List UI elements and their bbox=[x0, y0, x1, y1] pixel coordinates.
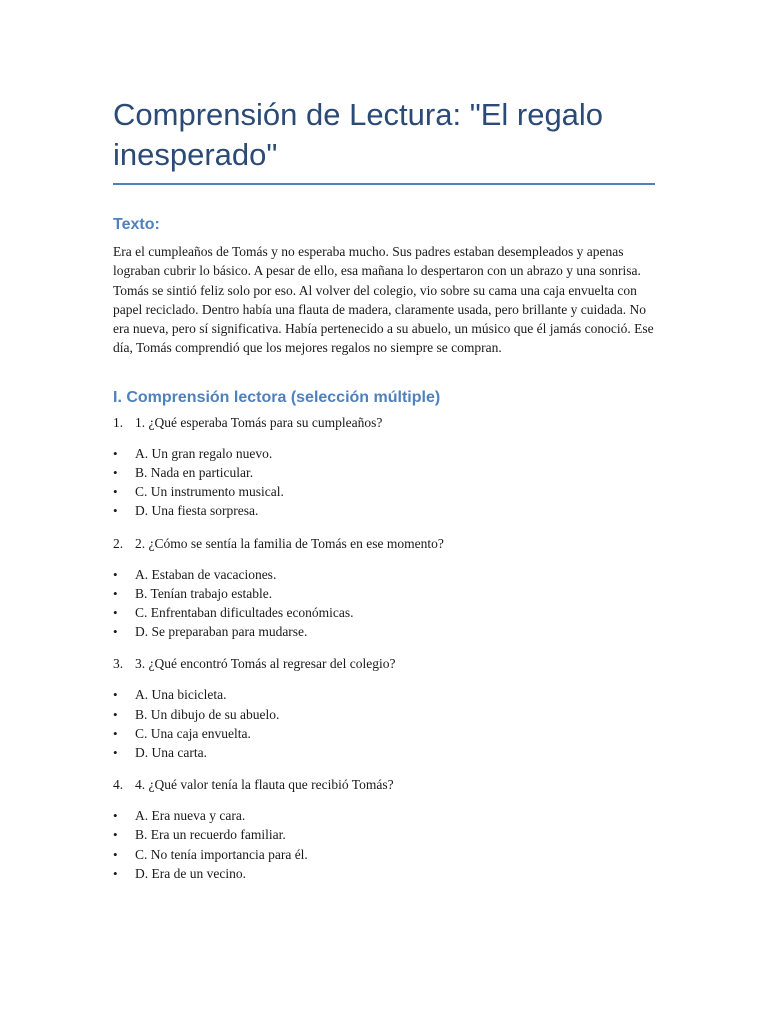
question-text: 1. ¿Qué esperaba Tomás para su cumpleaños? bbox=[135, 414, 383, 430]
option-item bbox=[113, 501, 658, 520]
option-text: A. Era nueva y cara. bbox=[135, 808, 246, 824]
bullet-icon: • bbox=[113, 808, 118, 824]
option-text: D. Una carta. bbox=[135, 745, 207, 761]
question-item bbox=[113, 775, 658, 794]
question-text: 3. ¿Qué encontró Tomás al regresar del colegio? bbox=[135, 656, 396, 672]
bullet-icon: • bbox=[113, 464, 118, 480]
option-text: D. Era de un vecino. bbox=[135, 865, 246, 881]
question-number: 3. bbox=[113, 656, 124, 672]
option-item bbox=[113, 622, 658, 641]
bullet-icon: • bbox=[113, 706, 118, 722]
question-item bbox=[113, 534, 658, 553]
option-item bbox=[113, 845, 658, 864]
option-item bbox=[113, 603, 658, 622]
option-item bbox=[113, 584, 658, 603]
option-text: D. Se preparaban para mudarse. bbox=[135, 624, 308, 640]
option-item bbox=[113, 705, 658, 724]
question-number: 2. bbox=[113, 535, 124, 551]
option-text: A. Estaban de vacaciones. bbox=[135, 566, 277, 582]
bullet-icon: • bbox=[113, 445, 118, 461]
option-text: B. Era un recuerdo familiar. bbox=[135, 827, 286, 843]
option-text: B. Nada en particular. bbox=[135, 464, 254, 480]
bullet-icon: • bbox=[113, 687, 118, 703]
bullet-icon: • bbox=[113, 566, 118, 582]
bullet-icon: • bbox=[113, 624, 118, 640]
option-item bbox=[113, 743, 658, 762]
option-item bbox=[113, 463, 658, 482]
option-item bbox=[113, 724, 658, 743]
document-title: Comprensión de Lectura: "El regalo inesperado" bbox=[113, 97, 604, 172]
question-item bbox=[113, 413, 658, 432]
option-item bbox=[113, 444, 658, 463]
option-text: C. Un instrumento musical. bbox=[135, 484, 284, 500]
bullet-icon: • bbox=[113, 745, 118, 761]
option-item bbox=[113, 806, 658, 825]
bullet-icon: • bbox=[113, 865, 118, 881]
option-item bbox=[113, 864, 658, 883]
bullet-icon: • bbox=[113, 585, 118, 601]
bullet-icon: • bbox=[113, 827, 118, 843]
option-list bbox=[113, 685, 658, 762]
section-heading: I. Comprensión lectora (selección múltiple) bbox=[113, 388, 441, 406]
option-item bbox=[113, 565, 658, 584]
option-list bbox=[113, 444, 658, 521]
option-item bbox=[113, 482, 658, 501]
bullet-icon: • bbox=[113, 503, 118, 519]
bullet-icon: • bbox=[113, 725, 118, 741]
option-text: B. Tenían trabajo estable. bbox=[135, 585, 273, 601]
option-text: A. Una bicicleta. bbox=[135, 687, 227, 703]
question-list bbox=[113, 413, 658, 883]
text-heading: Texto: bbox=[113, 216, 160, 233]
title-divider bbox=[113, 183, 655, 185]
option-list bbox=[113, 565, 658, 642]
option-text: B. Un dibujo de su abuelo. bbox=[135, 706, 280, 722]
question-item bbox=[113, 654, 658, 673]
option-text: D. Una fiesta sorpresa. bbox=[135, 503, 259, 519]
question-text: 4. ¿Qué valor tenía la flauta que recibió Tomás? bbox=[135, 777, 394, 793]
question-number: 4. bbox=[113, 777, 124, 793]
option-text: C. Enfrentaban dificultades económicas. bbox=[135, 605, 354, 620]
bullet-icon: • bbox=[113, 605, 118, 620]
option-list bbox=[113, 806, 658, 883]
bullet-icon: • bbox=[113, 484, 118, 500]
bullet-icon: • bbox=[113, 846, 118, 862]
option-text: C. Una caja envuelta. bbox=[135, 725, 251, 741]
question-number: 1. bbox=[113, 414, 124, 430]
question-text: 2. ¿Cómo se sentía la familia de Tomás en ese momento? bbox=[135, 535, 444, 551]
document-page bbox=[113, 0, 658, 896]
option-text: C. No tenía importancia para él. bbox=[135, 846, 308, 862]
reading-passage: Era el cumpleaños de Tomás y no esperaba mucho. Sus padres estaban desempleados y apenas lograban cubrir lo básico. A pesar de ello, esa mañana lo despertaron con un abrazo y una sonrisa. Tomás se sintió feliz solo por eso. Al volver del colegio, vio sobre su cama una caja envuelta con papel reciclado. Dentro había una flauta de madera, claramente usada, pero brillante y cuidada. No era nueva, pero sí significativa. Había pertenecido a su abuelo, un músico que él jamás conoció. Ese día, Tomás comprendió que los mejores regalos no siempre se compran. bbox=[113, 244, 654, 356]
option-text: A. Un gran regalo nuevo. bbox=[135, 445, 273, 461]
option-item bbox=[113, 825, 658, 844]
option-item bbox=[113, 685, 658, 704]
